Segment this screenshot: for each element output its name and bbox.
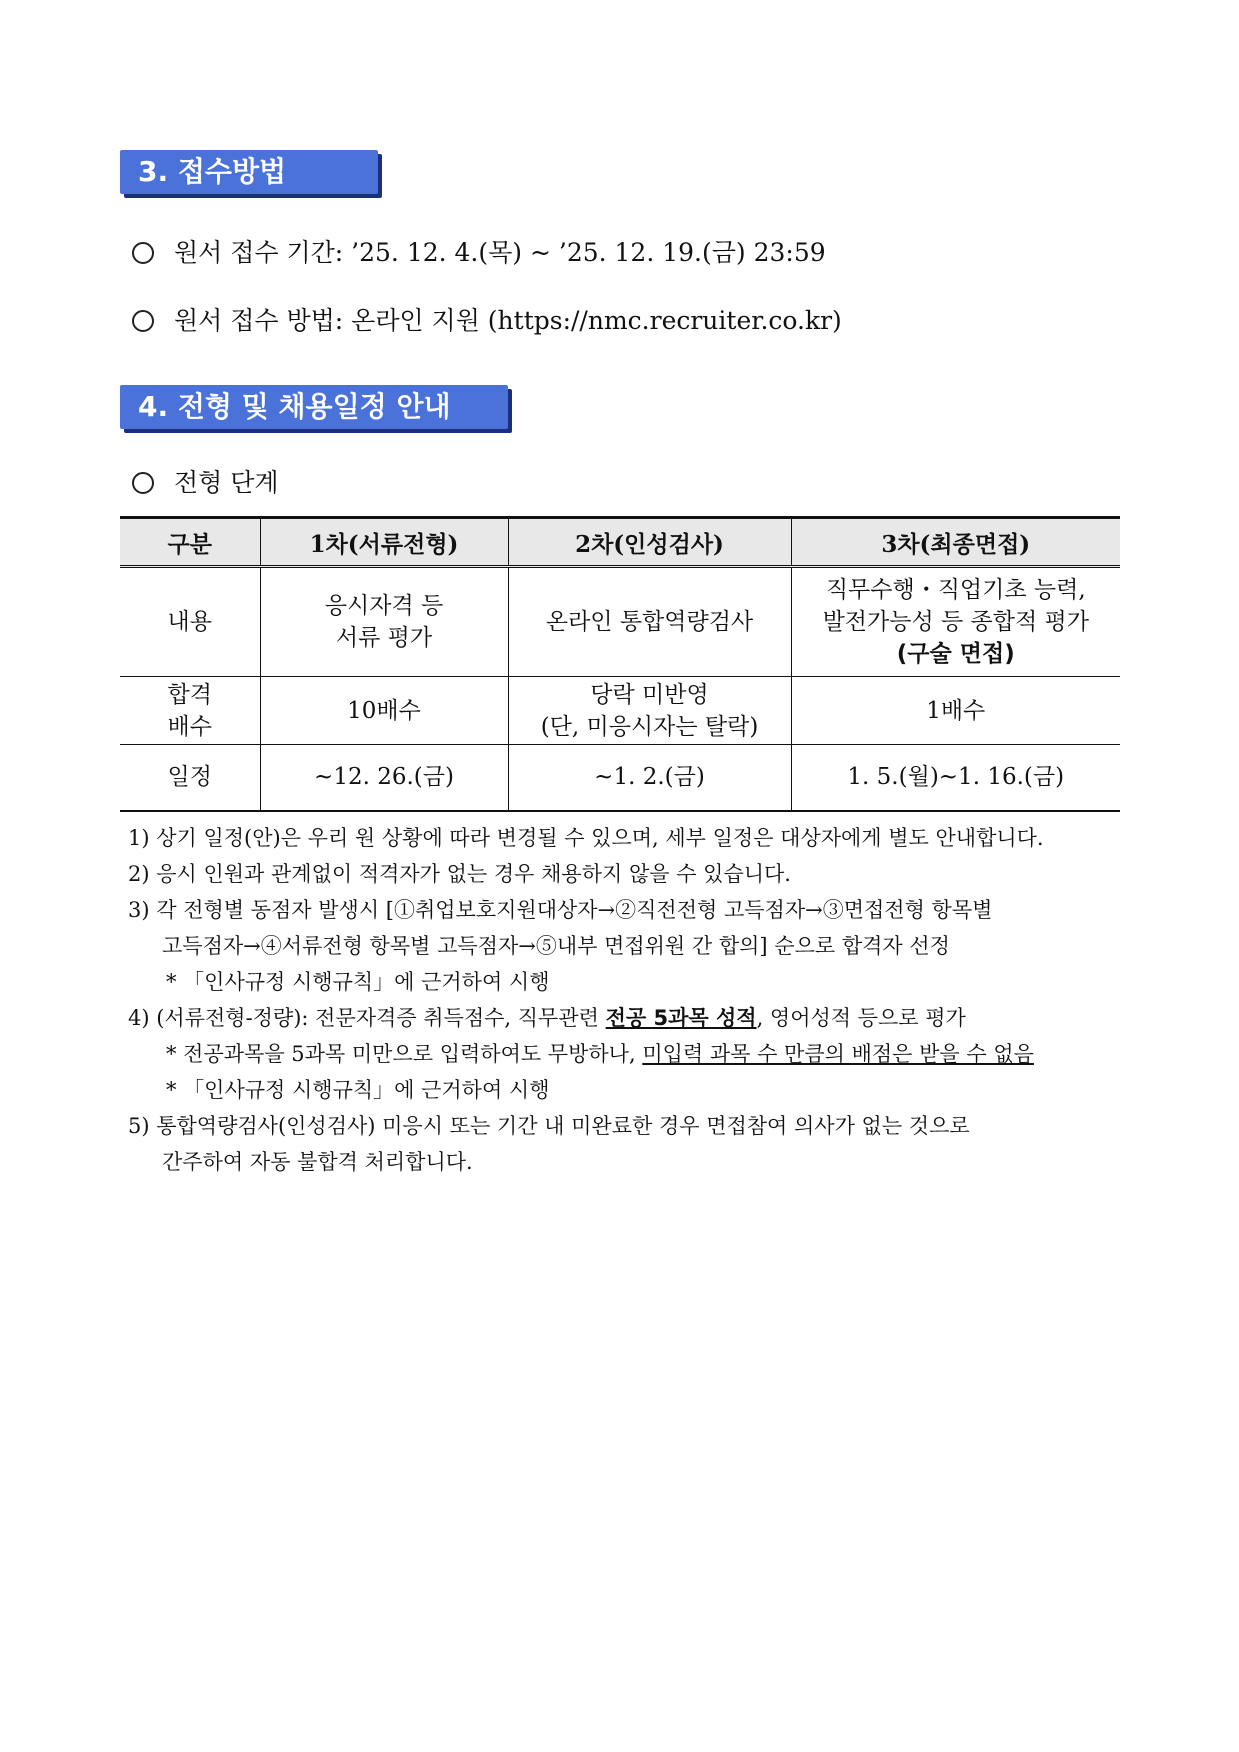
cell-line-bold: (구술 면접): [896, 641, 1015, 667]
cell-line: 1. 5.(월)~1. 16.(금): [847, 764, 1065, 791]
selection-schedule-table: [120, 516, 1120, 812]
cell-line: 온라인 통합역량검사: [545, 609, 754, 635]
cell-line: 10배수: [347, 697, 421, 724]
note-4-emphasis: 전공 5과목 성적: [605, 1006, 757, 1030]
table-row: [120, 567, 1120, 677]
note-3-asterisk: * 「인사규정 시행규칙」에 근거하여 시행: [166, 970, 550, 994]
note-3-continued: 고득점자→④서류전형 항목별 고득점자→⑤내부 면접위원 간 합의] 순으로 합격자 선정: [162, 934, 950, 958]
note-4: [128, 1000, 1128, 1036]
table-header: 2차(인성검사): [508, 518, 791, 567]
cell-line: 발전가능성 등 종합적 평가: [822, 609, 1089, 635]
note-4-text-end: , 영어성적 등으로 평가: [756, 1006, 966, 1030]
application-method-text: 원서 접수 방법: 온라인 지원 (https://nmc.recruiter.co.kr): [174, 306, 842, 335]
table-cell: [260, 567, 508, 677]
table-cell: [508, 677, 791, 745]
application-method-line: [132, 301, 842, 337]
table-cell: 일정: [120, 745, 260, 811]
application-period-text: 원서 접수 기간: ’25. 12. 4.(목) ~ ’25. 12. 19.(금) 23:59: [174, 238, 826, 267]
cell-line: (단, 미응시자는 탈락): [540, 713, 759, 740]
table-header-row: [120, 518, 1120, 567]
table-cell: [260, 745, 508, 811]
table-row: [120, 745, 1120, 811]
table-cell: [791, 677, 1120, 745]
selection-stages-line: [132, 463, 279, 499]
table-cell: 내용: [120, 567, 260, 677]
cell-line: 직무수행・직업기초 능력,: [825, 577, 1086, 603]
cell-line: ~1. 2.(금): [594, 764, 705, 791]
note-4-asterisk-1: [128, 1036, 1128, 1072]
table-cell: [791, 745, 1120, 811]
cell-line: 서류 평가: [335, 625, 433, 651]
cell-line: 당락 미반영: [590, 681, 709, 708]
note-4-text: 4) (서류전형-정량): 전문자격증 취득점수, 직무관련: [128, 1006, 606, 1030]
note-4-asterisk-text: * 전공과목을 5과목 미만으로 입력하여도 무방하나,: [166, 1042, 643, 1066]
cell-line: 배수: [167, 713, 212, 740]
note-1: 1) 상기 일정(안)은 우리 원 상황에 따라 변경될 수 있으며, 세부 일정은 대상자에게 별도 안내합니다.: [128, 826, 1044, 850]
table-header: 3차(최종면접): [791, 518, 1120, 567]
note-5-continued: 간주하여 자동 불합격 처리합니다.: [162, 1150, 473, 1174]
note-5: 5) 통합역량검사(인성검사) 미응시 또는 기간 내 미완료한 경우 면접참여 의사가 없는 것으로: [128, 1114, 970, 1138]
circle-bullet-icon: [132, 310, 154, 332]
notes-list: [128, 820, 1128, 1180]
section-title-selection-schedule: 4. 전형 및 채용일정 안내: [120, 385, 508, 429]
table-header: 구분: [120, 518, 260, 567]
note-4-asterisk-2: * 「인사규정 시행규칙」에 근거하여 시행: [166, 1078, 550, 1102]
cell-line: ~12. 26.(금): [314, 764, 454, 791]
section-title-application-method: 3. 접수방법: [120, 150, 378, 194]
selection-stages-text: 전형 단계: [174, 468, 279, 497]
note-3: 3) 각 전형별 동점자 발생시 [①취업보호지원대상자→②직전전형 고득점자→③면접전형 항목별: [128, 898, 993, 922]
table-row: [120, 677, 1120, 745]
table-cell: [508, 745, 791, 811]
cell-line: 합격: [167, 681, 212, 708]
note-2: 2) 응시 인원과 관계없이 적격자가 없는 경우 채용하지 않을 수 있습니다.: [128, 862, 791, 886]
application-period-line: [132, 233, 826, 269]
table-cell: [508, 567, 791, 677]
cell-line: 1배수: [926, 697, 986, 724]
circle-bullet-icon: [132, 242, 154, 264]
note-4-underlined: 미입력 과목 수 만큼의 배점은 받을 수 없음: [642, 1042, 1034, 1066]
table-cell: [791, 567, 1120, 677]
table-cell: [120, 677, 260, 745]
circle-bullet-icon: [132, 472, 154, 494]
table-header: 1차(서류전형): [260, 518, 508, 567]
table-cell: [260, 677, 508, 745]
cell-line: 응시자격 등: [324, 593, 444, 619]
